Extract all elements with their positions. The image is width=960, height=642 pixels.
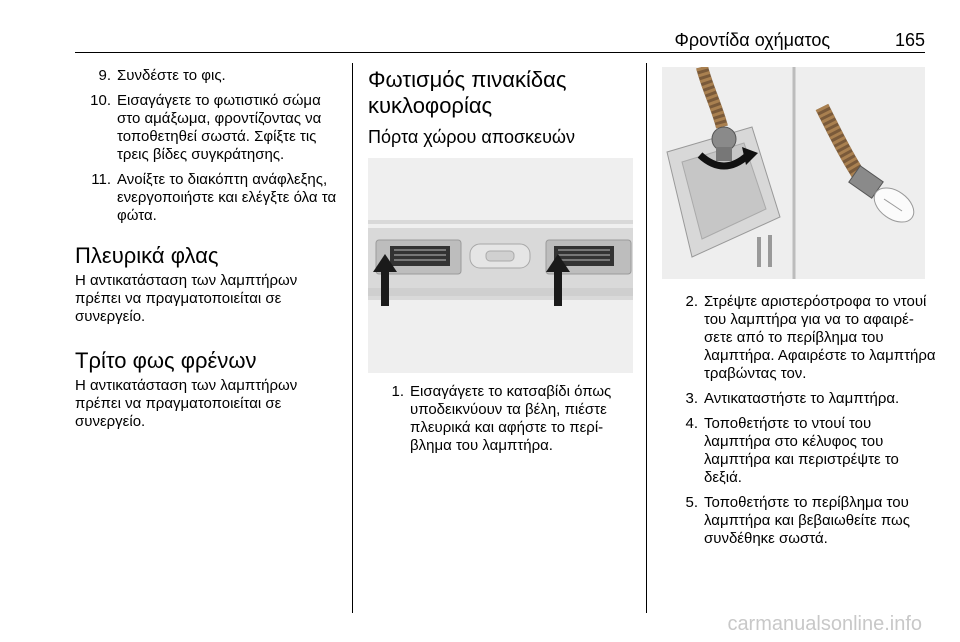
brake-light-text: Η αντικατάσταση των λαμπτήρων πρέπει να πραγματοποιείται σε συνεργείο. [75, 377, 298, 430]
step-item: 10. Εισαγάγετε το φωτιστικό σώμα στο αμάξωμα, φροντίζοντας να τοποθετηθεί σωστά. Σφίξτε τις τρεις βίδες συγκράτησης. [90, 92, 322, 163]
plate-steps-list [368, 383, 633, 455]
column-divider-right [646, 63, 647, 613]
page-number: 165 [894, 30, 925, 50]
side-lights-heading: Πλευρικά φλας [75, 243, 219, 268]
column-right [662, 63, 937, 555]
tailgate-subheading: Πόρτα χώρου αποσκευών [368, 127, 575, 147]
tailgate-illustration [368, 158, 633, 373]
step-item: 11. Ανοίξτε το διακόπτη ανάφλεξης, ενεργοποιήστε και ελέγξτε όλα τα φώτα. [91, 171, 337, 224]
column-divider-left [352, 63, 353, 613]
page-title: Φροντίδα οχήματος [674, 30, 830, 50]
page-header [75, 26, 925, 53]
brake-light-heading: Τρίτο φως φρένων [75, 348, 257, 373]
step-item: 3. Αντικαταστήστε το λαμπτήρα. [685, 390, 900, 407]
column-left [75, 63, 340, 431]
tailgate-lamp-figure [368, 158, 633, 373]
step-item: 5. Τοποθετήστε το περίβλημα του λαμπτήρα και βεβαιωθείτε πως συνδέθηκε σωστά. [685, 494, 910, 547]
watermark: carmanualsonline.info [727, 613, 922, 635]
steps-list-continued [75, 67, 340, 225]
step-item: 2. Στρέψτε αριστερόστροφα το ντουί του λαμπτήρα για να το αφαιρέ-σετε από το περίβλημα του λαμπτήρα. Αφαιρέστε το λαμπτήρα τραβώντας τον. [685, 293, 936, 382]
bulb-socket-figure [662, 67, 925, 279]
socket-steps-list [662, 293, 937, 548]
step-item: 9. Συνδέστε το φις. [98, 67, 226, 84]
step-item: 4. Τοποθετήστε το ντουί του λαμπτήρα στο κέλυφος του λαμπτήρα και περιστρέψτε το δεξιά. [685, 415, 899, 486]
bulb-socket-illustration [662, 67, 925, 279]
side-lights-text: Η αντικατάσταση των λαμπτήρων πρέπει να πραγματοποιείται σε συνεργείο. [75, 272, 298, 325]
step-item: 1. Εισαγάγετε το κατσαβίδι όπως υποδεικνύουν τα βέλη, πιέστε πλευρικά και αφήστε το περί-βλημα του λαμπτήρα. [391, 383, 612, 454]
column-middle [368, 63, 633, 462]
plate-light-heading: Φωτισμός πινακίδας κυκλοφορίας [368, 67, 567, 118]
